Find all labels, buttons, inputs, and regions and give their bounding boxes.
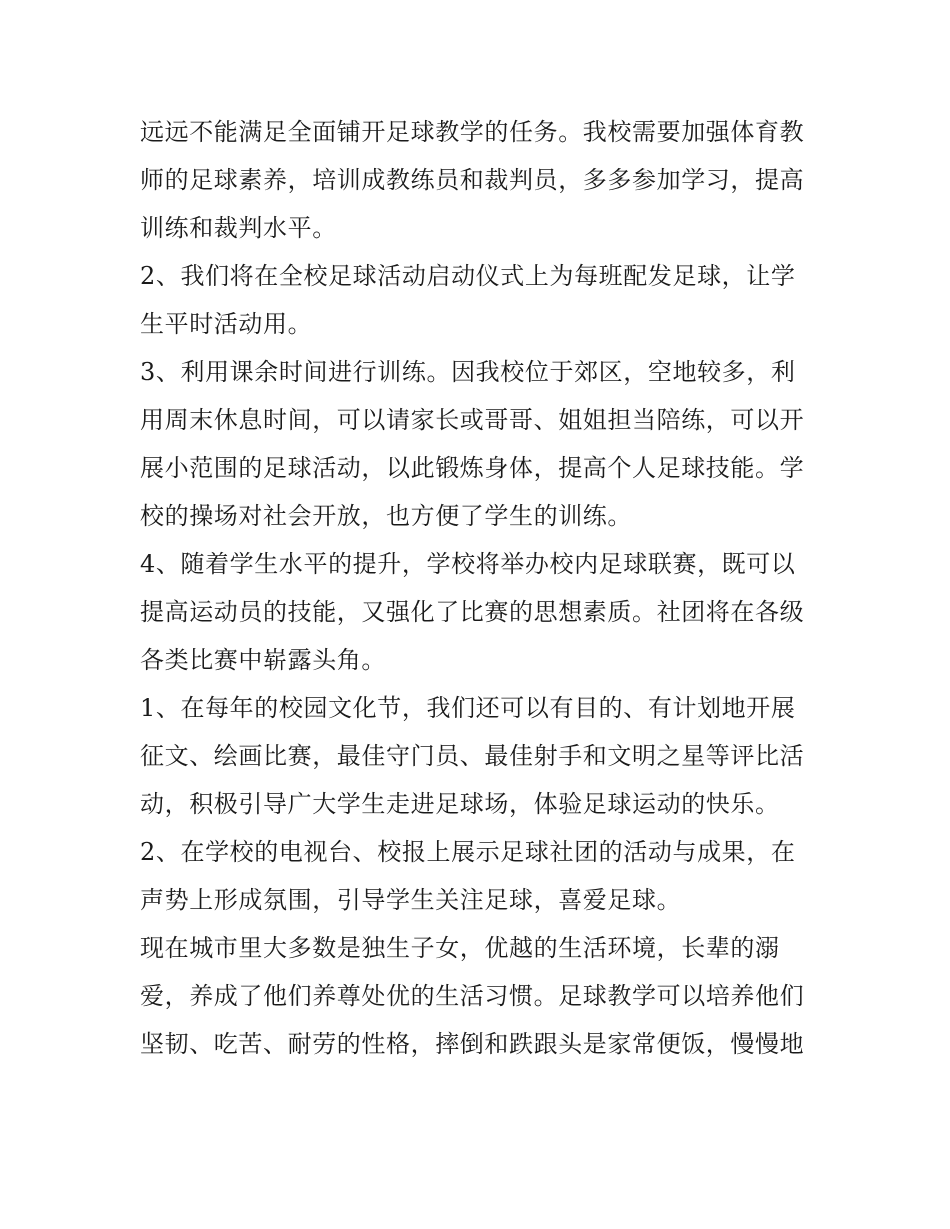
text-line: 动，积极引导广大学生走进足球场，体验足球运动的快乐。 — [140, 790, 780, 818]
text-line: 现在城市里大多数是独生子女，优越的生活环境，长辈的溺 — [140, 934, 780, 962]
text-line: 师的足球素养，培训成教练员和裁判员，多多参加学习，提高 — [140, 166, 805, 194]
text-line: 校的操场对社会开放，也方便了学生的训练。 — [140, 502, 632, 530]
text-line: 2、我们将在全校足球活动启动仪式上为每班配发足球，让学 — [140, 262, 796, 290]
text-line: 3、利用课余时间进行训练。因我校位于郊区，空地较多，利 — [140, 358, 796, 386]
text-line: 生平时活动用。 — [140, 310, 313, 338]
text-line: 用周末休息时间，可以请家长或哥哥、姐姐担当陪练，可以开 — [140, 406, 805, 434]
text-line: 1、在每年的校园文化节，我们还可以有目的、有计划地开展 — [140, 694, 796, 722]
text-line: 各类比赛中崭露头角。 — [140, 646, 386, 674]
text-line: 2、在学校的电视台、校报上展示足球社团的活动与成果，在 — [140, 838, 796, 866]
text-line: 训练和裁判水平。 — [140, 214, 337, 242]
text-line: 爱，养成了他们养尊处优的生活习惯。足球教学可以培养他们 — [140, 982, 805, 1010]
text-line: 坚韧、吃苦、耐劳的性格，摔倒和跌跟头是家常便饭，慢慢地 — [140, 1030, 805, 1058]
text-line: 提高运动员的技能，又强化了比赛的思想素质。社团将在各级 — [140, 598, 805, 626]
text-line: 征文、绘画比赛，最佳守门员、最佳射手和文明之星等评比活 — [140, 742, 805, 770]
text-line: 声势上形成氛围，引导学生关注足球，喜爱足球。 — [140, 886, 682, 914]
text-line: 展小范围的足球活动，以此锻炼身体，提高个人足球技能。学 — [140, 454, 805, 482]
document-body — [140, 108, 820, 1068]
text-line: 远远不能满足全面铺开足球教学的任务。我校需要加强体育教 — [140, 118, 805, 146]
text-line: 4、随着学生水平的提升，学校将举办校内足球联赛，既可以 — [140, 550, 796, 578]
